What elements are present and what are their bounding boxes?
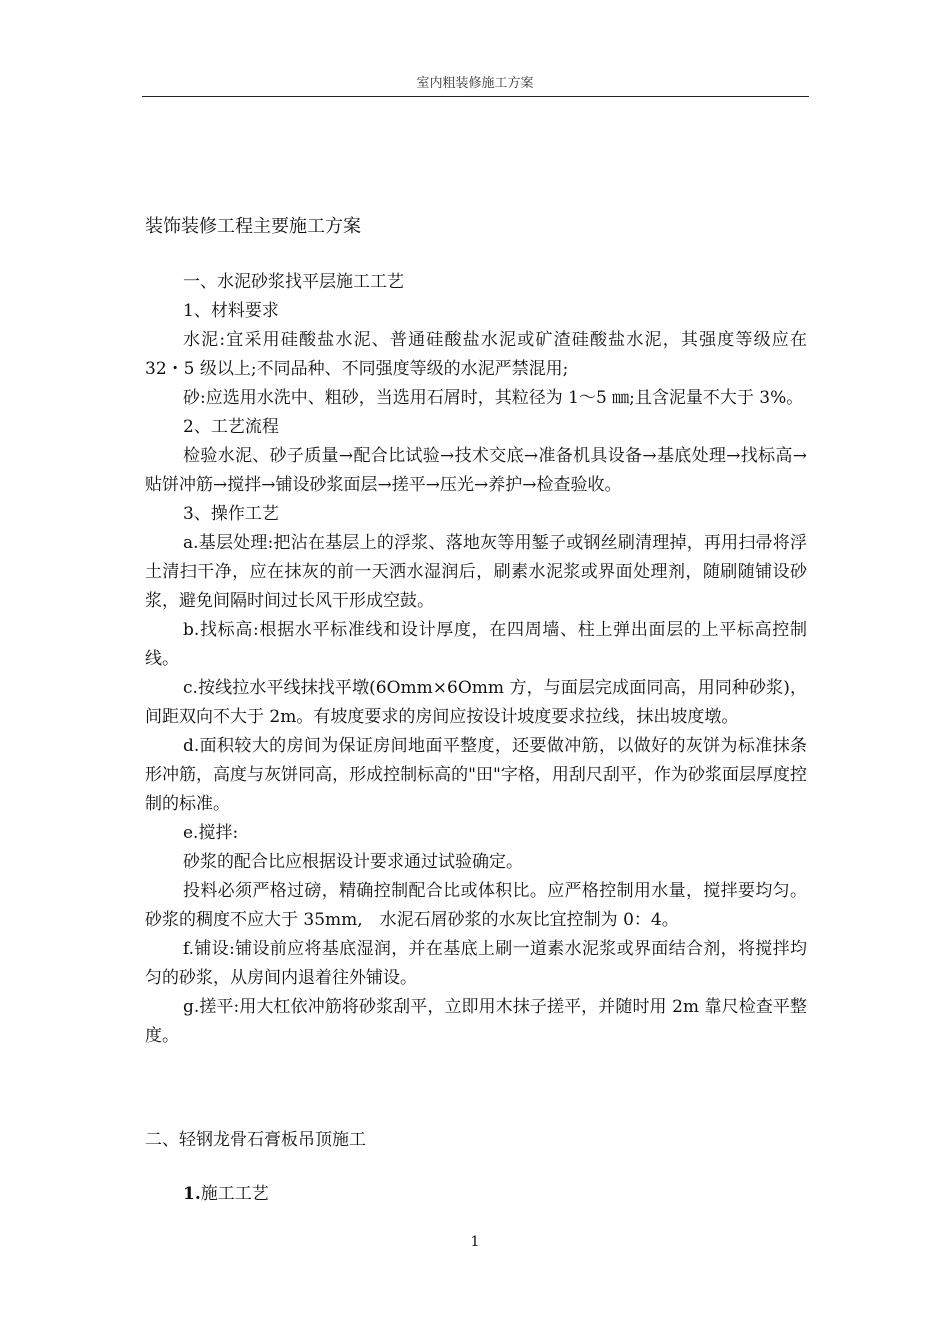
paragraph-step-e: e.搅拌: [183,823,239,843]
paragraph-step-g: g.搓平:用大杠依冲筋将砂浆刮平，立即用木抹子搓平，并随时用 2m 靠尺检查平整度。 [145,997,807,1046]
paragraph-step-c: c.按线拉水平线抹找平墩(6Omm×6Omm 方，与面层完成面同高，用同种砂浆)，间距双向不大于 2m。有坡度要求的房间应按设计坡度要求拉线，抹出坡度墩。 [145,678,807,727]
subsection-heading: 2、工艺流程 [183,417,279,437]
paragraph-step-e-1: 砂浆的配合比应根据设计要求通过试验确定。 [183,852,523,872]
section-heading: 一、水泥砂浆找平层施工工艺 [183,272,404,292]
section-one [145,268,807,1051]
subsection-heading: 1、材料要求 [183,301,279,321]
section-two-subheading [183,1180,269,1209]
paragraph-cement: 水泥:宜采用硅酸盐水泥、普通硅酸盐水泥或矿渣硅酸盐水泥，其强度等级应在 32・5 级以上;不同品种、不同强度等级的水泥严禁混用; [145,330,807,379]
paragraph-sand: 砂:应选用水洗中、粗砂，当选用石屑时，其粒径为 1～5 ㎜;且含泥量不大于 3%。 [183,388,804,408]
paragraph-step-b: b.找标高:根据水平标准线和设计厚度，在四周墙、柱上弹出面层的上平标高控制线。 [145,620,807,669]
paragraph-step-d: d.面积较大的房间为保证房间地面平整度，还要做冲筋，以做好的灰饼为标准抹条形冲筋，高度与灰饼同高，形成控制标高的"田"字格，用刮尺刮平，作为砂浆面层厚度控制的标准。 [145,736,807,814]
paragraph-step-f: f.铺设:铺设前应将基底湿润，并在基底上刷一道素水泥浆或界面结合剂，将搅拌均匀的砂浆，从房间内退着往外铺设。 [145,939,807,988]
page-number: 1 [470,1234,480,1250]
subheading-text: 施工工艺 [200,1184,269,1204]
paragraph-flow: 检验水泥、砂子质量→配合比试验→技术交底→准备机具设备→基底处理→找标高→贴饼冲筋→搅拌→铺设砂浆面层→搓平→压光→养护→检查验收。 [145,446,807,495]
paragraph-step-a: a.基层处理:把沾在基层上的浮浆、落地灰等用錾子或钢丝刷清理掉，再用扫帚将浮土清扫干净，应在抹灰的前一天洒水湿润后，刷素水泥浆或界面处理剂，随刷随铺设砂浆，避免间隔时间过长风干形成空鼓。 [145,533,807,611]
subsection-heading: 3、操作工艺 [183,504,279,524]
paragraph-step-e-2: 投料必须严格过磅，精确控制配合比或体积比。应严格控制用水量，搅拌要均匀。砂浆的稠度不应大于 35mm, 水泥石屑砂浆的水灰比宜控制为 0：4。 [145,881,807,930]
subheading-number: 1. [183,1184,201,1204]
page-header: 室内粗装修施工方案 [416,76,534,91]
document-title: 装饰装修工程主要施工方案 [145,216,361,237]
section-two-heading: 二、轻钢龙骨石膏板吊顶施工 [145,1130,366,1150]
header-divider [142,96,809,97]
